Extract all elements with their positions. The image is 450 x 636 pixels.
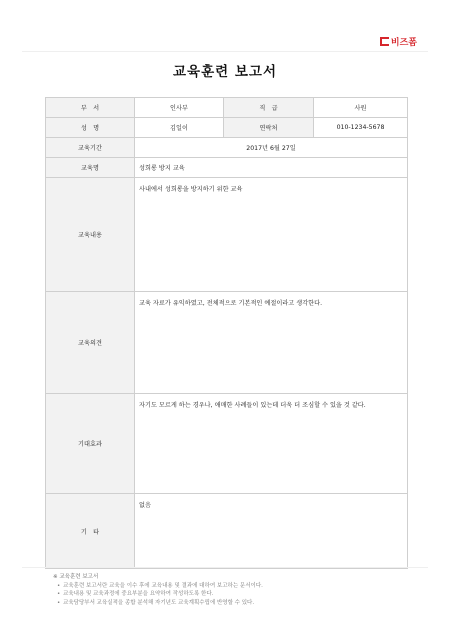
period-label: 교육기간 <box>46 138 135 158</box>
course-label: 교육명 <box>46 158 135 178</box>
report-form <box>45 97 408 569</box>
brand-logo <box>380 34 417 48</box>
name-label: 성 명 <box>46 118 135 138</box>
rank-value: 사원 <box>314 98 408 118</box>
opinion-label: 교육의견 <box>46 292 135 394</box>
effect-value: 자기도 모르게 하는 경우나, 애매한 사례들이 있는데 더욱 더 조심할 수 있을 것 같다. <box>135 394 408 494</box>
dept-label: 부 서 <box>46 98 135 118</box>
effect-label: 기대효과 <box>46 394 135 494</box>
document-title: 교육훈련 보고서 <box>173 64 277 80</box>
dept-value: 인사부 <box>135 98 224 118</box>
opinion-value: 교육 자료가 유익하였고, 전체적으로 기본적인 예절이라고 생각한다. <box>135 292 408 394</box>
content-value: 사내에서 성희롱을 방지하기 위한 교육 <box>135 178 408 292</box>
course-value: 성희롱 방지 교육 <box>135 158 408 178</box>
rank-label: 직 급 <box>224 98 314 118</box>
etc-value: 없음 <box>135 494 408 569</box>
notes-item: • 교육담당부서 교육실적을 종합 분석해 자기년도 교육계획수립에 반영할 수 있다. <box>63 599 413 608</box>
notes-section <box>53 573 413 607</box>
notes-title: ※ 교육훈련 보고서 <box>53 574 99 580</box>
brand-name: 비즈폼 <box>390 37 417 48</box>
notes-item: • 교육내용 및 교육과정에 중요부분을 요약하여 작성하도록 한다. <box>63 590 413 599</box>
period-value: 2017년 6월 27일 <box>135 138 408 158</box>
header-divider <box>22 51 428 52</box>
name-value: 김일이 <box>135 118 224 138</box>
footer-divider <box>22 567 428 568</box>
notes-item: • 교육훈련 보고서란 교육을 이수 후에 교육내용 및 결과에 대하여 보고하는 문서이다. <box>63 582 413 591</box>
notes-list <box>53 582 413 608</box>
contact-label: 연락처 <box>224 118 314 138</box>
contact-value: 010-1234-5678 <box>314 118 408 138</box>
etc-label: 기 타 <box>46 494 135 569</box>
content-label: 교육내용 <box>46 178 135 292</box>
brand-logo-icon <box>380 37 389 46</box>
